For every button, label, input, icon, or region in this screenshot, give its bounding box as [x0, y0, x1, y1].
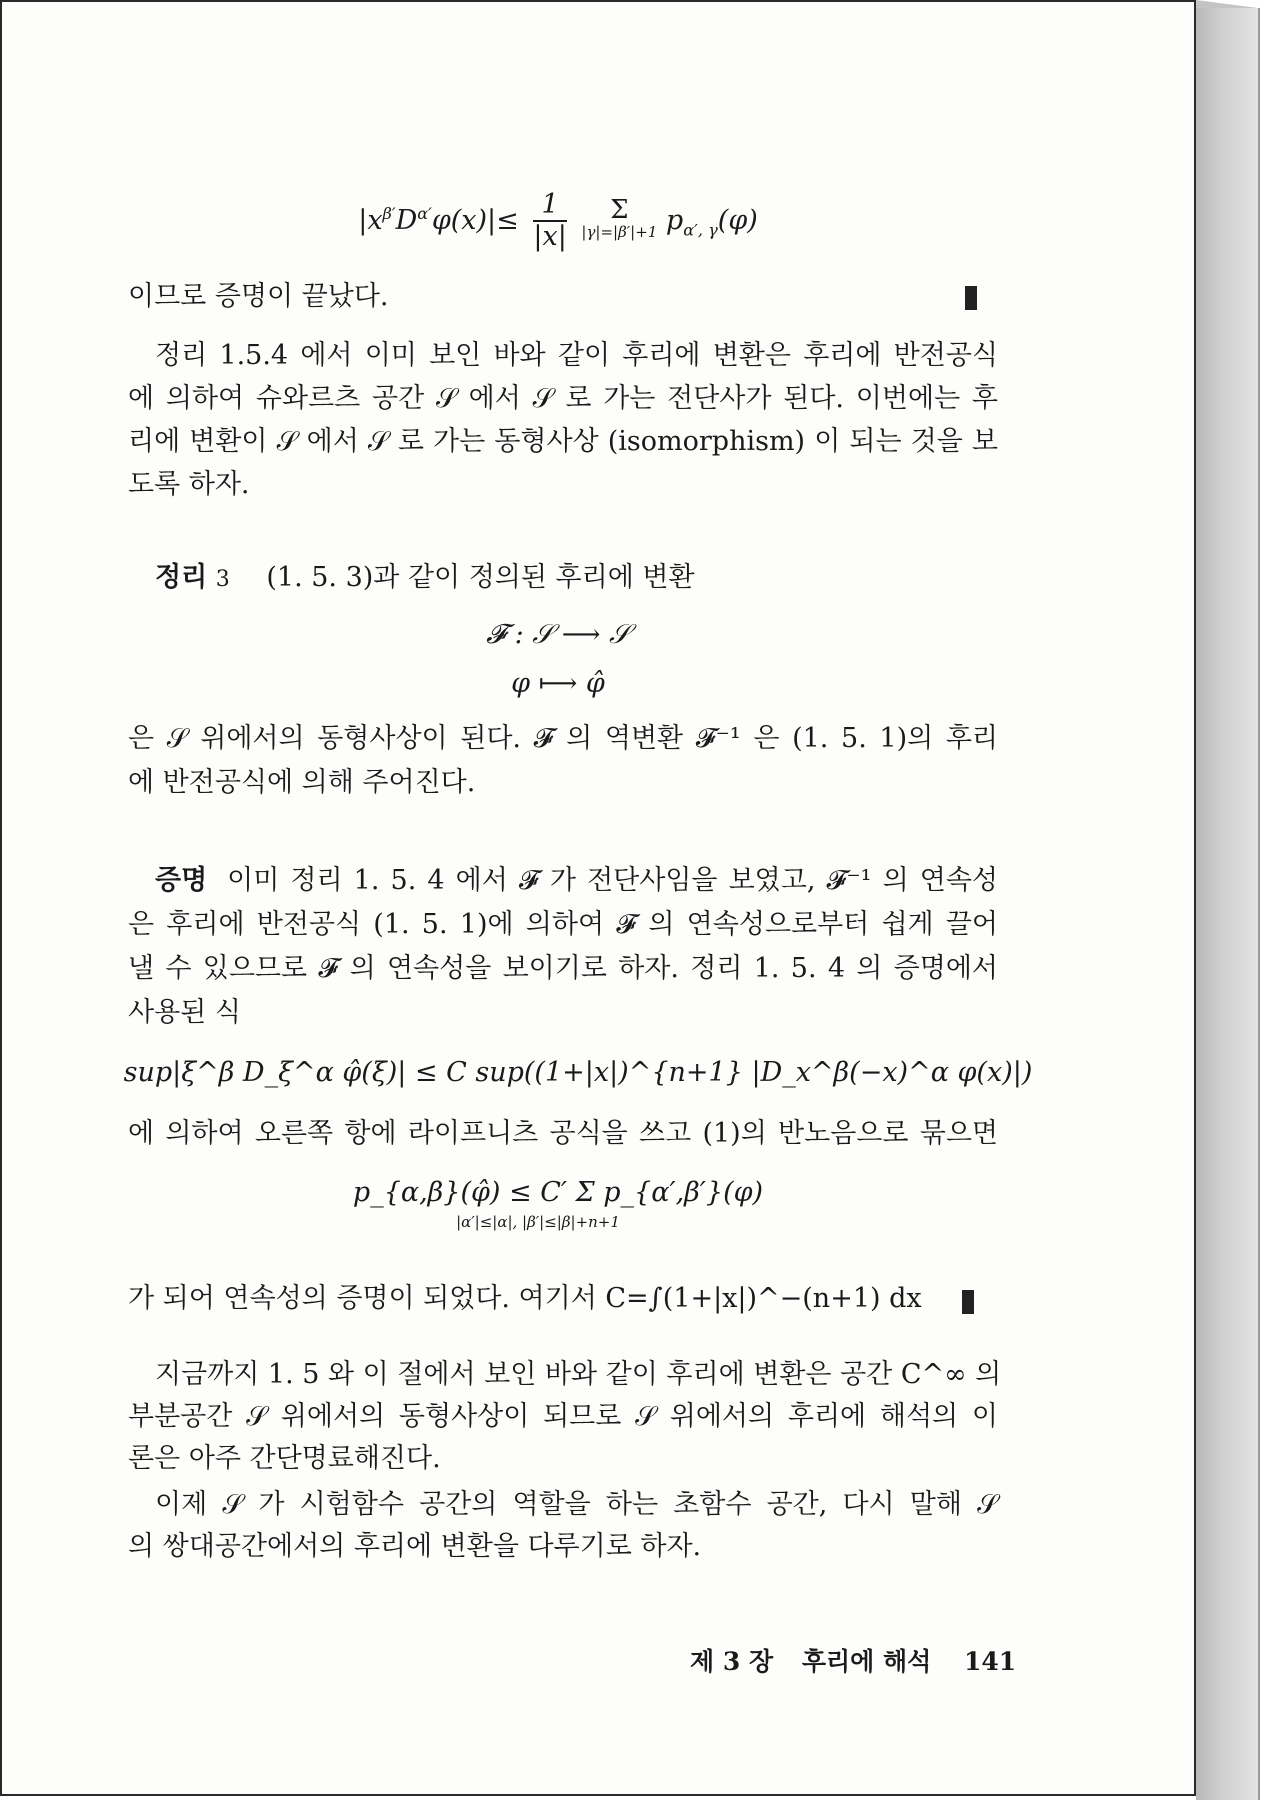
paragraph-line: 에 의하여 슈와르츠 공간 𝒮 에서 𝒮 로 가는 전단사가 된다. 이번에는 후	[128, 383, 998, 414]
equation-p-condition: |α′|≤|α|, |β′|≤|β|+n+1	[456, 1213, 620, 1231]
theorem-line: 은 𝒮 위에서의 동형사상이 된다. 𝓕 의 역변환 𝓕⁻¹ 은 (1. 5. 1)의 후리	[128, 723, 998, 754]
theorem-number: 3	[215, 567, 230, 592]
eq-top-fraction: $\frac{1}{|x|}$	[533, 189, 567, 252]
paragraph-line: 부분공간 𝒮 위에서의 동형사상이 되므로 𝒮 위에서의 후리에 해석의 이	[128, 1401, 998, 1432]
equation-p: p_{α,β}(φ̂) ≤ C′ Σ p_{α′,β′}(φ)	[352, 1177, 764, 1208]
eq-top-lhs: $|x^{\beta'}D^{\alpha'}\varphi(x)|\le$	[358, 203, 519, 236]
proof-line: 은 후리에 반전공식 (1. 5. 1)에 의하여 𝓕 의 연속성으로부터 쉽게 끌어	[128, 909, 998, 940]
theorem-line: 에 반전공식에 의해 주어진다.	[128, 767, 476, 798]
page-footer	[690, 1642, 1016, 1678]
proof-end-line: 이므로 증명이 끝났다.	[128, 281, 389, 312]
equation-top	[0, 190, 1156, 252]
map-line-1: 𝓕 : 𝒮 ⟶ 𝒮	[486, 619, 630, 650]
paragraph-line: 에 의하여 오른쪽 항에 라이프니츠 공식을 쓰고 (1)의 반노음으로 묶으면	[128, 1118, 998, 1149]
qed-mark	[962, 1290, 974, 1314]
proof-line: 사용된 식	[128, 997, 241, 1028]
footer-title: 후리에 해석	[801, 1647, 932, 1676]
page-number: 141	[964, 1647, 1017, 1676]
qed-mark	[965, 286, 977, 310]
theorem-text: (1. 5. 3)과 같이 정의된 후리에 변환	[266, 562, 695, 593]
map-line-2: φ ⟼ φ̂	[511, 668, 605, 699]
proof-label: 증명	[155, 865, 208, 896]
paragraph-line: 도록 하자.	[128, 469, 250, 500]
eq-top-rhs: $p_{\alpha', \gamma}(\varphi)$	[665, 204, 758, 239]
eq-top-sum: Σ |γ|=|β′|+1	[581, 195, 658, 241]
proof-first-line: 증명 이미 정리 1. 5. 4 에서 𝓕 가 전단사임을 보였고, 𝓕⁻¹ 의 연속성	[155, 865, 998, 896]
paragraph-line: 리에 변환이 𝒮 에서 𝒮 로 가는 동형사상 (isomorphism) 이 되는 것을 보	[128, 426, 998, 457]
paragraph-line: 정리 1.5.4 에서 이미 보인 바와 같이 후리에 변환은 후리에 반전공식	[155, 340, 998, 371]
theorem-heading	[155, 559, 1025, 599]
equation-sup: sup|ξ^β D_ξ^α φ̂(ξ)| ≤ C sup((1+|x|)^{n+1} |D_x^β(−x)^α φ(x)|)	[123, 1057, 1033, 1088]
paragraph-line: 이제 𝒮 가 시험함수 공간의 역할을 하는 초함수 공간, 다시 말해 𝒮	[155, 1489, 998, 1520]
theorem-label: 정리	[155, 562, 208, 593]
paragraph-line: 론은 아주 간단명료해진다.	[128, 1443, 441, 1474]
page-stack-top	[1196, 0, 1258, 8]
page-stack-edge	[1196, 8, 1260, 1800]
paragraph-line: 지금까지 1. 5 와 이 절에서 보인 바와 같이 후리에 변환은 공간 C^∞ 의	[155, 1359, 1002, 1390]
footer-chapter: 제 3 장	[690, 1647, 774, 1676]
paragraph-line: 의 쌍대공간에서의 후리에 변환을 다루기로 하자.	[128, 1531, 702, 1562]
constant-line: 가 되어 연속성의 증명이 되었다. 여기서 C=∫(1+|x|)^−(n+1) dx	[128, 1283, 922, 1314]
proof-line: 낼 수 있으므로 𝓕 의 연속성을 보이기로 하자. 정리 1. 5. 4 의 증명에서	[128, 953, 998, 984]
